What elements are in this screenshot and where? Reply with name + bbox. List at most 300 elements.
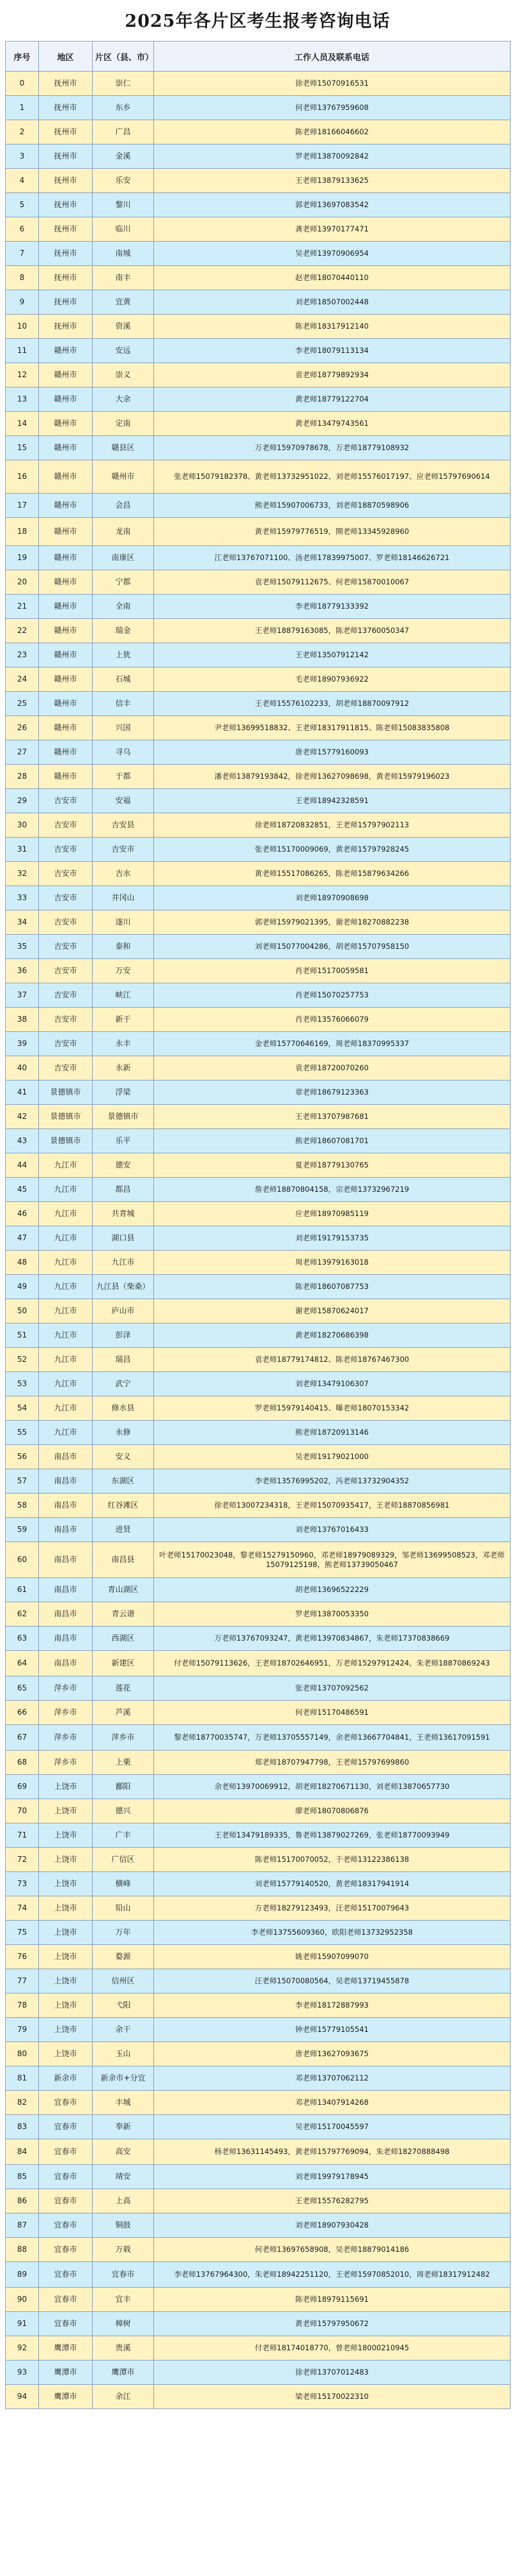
cell-region: 宜春市 (39, 2238, 93, 2262)
table-row (6, 862, 511, 886)
table-row (6, 2091, 511, 2115)
cell-region: 上饶市 (39, 1823, 93, 1848)
cell-district: 崇义 (93, 363, 154, 387)
cell-index: 69 (6, 1775, 39, 1799)
cell-region: 南昌市 (39, 1469, 93, 1494)
header-index: 序号 (6, 42, 39, 72)
cell-region: 赣州市 (39, 460, 93, 494)
cell-region: 九江市 (39, 1153, 93, 1178)
cell-region: 赣州市 (39, 667, 93, 692)
cell-index: 84 (6, 2139, 39, 2165)
cell-contacts: 金老师15770646169，周老师18370995337 (154, 1032, 511, 1056)
table-row (6, 910, 511, 935)
cell-region: 萍乡市 (39, 1701, 93, 1725)
cell-district: 庐山市 (93, 1299, 154, 1323)
cell-district: 上高 (93, 2189, 154, 2213)
cell-contacts: 叶老师15170023048，黎老师15279150960，邓老师18979089329，邹老师13699508523，邓老师15079125198，熊老师13739050467 (154, 1542, 511, 1578)
cell-district: 吉安市 (93, 838, 154, 862)
cell-district: 红谷滩区 (93, 1494, 154, 1518)
cell-region: 萍乡市 (39, 1751, 93, 1775)
table-row (6, 570, 511, 595)
cell-region: 抚州市 (39, 217, 93, 242)
cell-index: 65 (6, 1676, 39, 1701)
cell-contacts: 陈老师18317912140 (154, 315, 511, 339)
cell-district: 九江市 (93, 1251, 154, 1275)
cell-index: 0 (6, 72, 39, 96)
cell-index: 48 (6, 1251, 39, 1275)
table-row (6, 2115, 511, 2139)
table-row (6, 1994, 511, 2018)
table-row (6, 1799, 511, 1823)
cell-district: 都昌 (93, 1178, 154, 1202)
cell-contacts: 王老师13879133625 (154, 169, 511, 193)
cell-district: 赣县区 (93, 436, 154, 460)
cell-contacts: 邓老师13407914268 (154, 2091, 511, 2115)
page-title: 2025年各片区考生报考咨询电话 (125, 12, 390, 31)
cell-index: 29 (6, 789, 39, 813)
table-row (6, 789, 511, 813)
cell-district: 弋阳 (93, 1994, 154, 2018)
cell-contacts: 余老师13970069912，胡老师18270671130，刘老师13870657730 (154, 1775, 511, 1799)
table-row (6, 1032, 511, 1056)
table-row (6, 518, 511, 546)
cell-district: 大余 (93, 387, 154, 412)
cell-contacts: 张老师15079182378、黄老师13732951022、刘老师15576017197、应老师15797690614 (154, 460, 511, 494)
table-row (6, 1396, 511, 1421)
cell-district: 寻乌 (93, 740, 154, 765)
cell-district: 信丰 (93, 692, 154, 716)
cell-index: 18 (6, 518, 39, 546)
cell-contacts: 袁老师15079112675、何老师15870010067 (154, 570, 511, 595)
table-row (6, 2213, 511, 2238)
table-row (6, 217, 511, 242)
cell-district: 广信区 (93, 1848, 154, 1872)
cell-contacts: 江老师13767071100、汤老师17839975007、罗老师18146626721 (154, 546, 511, 570)
cell-district: 铅山 (93, 1896, 154, 1921)
table-row (6, 315, 511, 339)
cell-district: 鄱阳 (93, 1775, 154, 1799)
table-row (6, 1445, 511, 1469)
table-row (6, 667, 511, 692)
table-row (6, 1469, 511, 1494)
table-row (6, 983, 511, 1008)
cell-index: 31 (6, 838, 39, 862)
table-row (6, 1651, 511, 1676)
cell-index: 87 (6, 2213, 39, 2238)
table-row (6, 1105, 511, 1129)
cell-district: 樟树 (93, 2312, 154, 2336)
cell-region: 上饶市 (39, 1799, 93, 1823)
table-row (6, 1969, 511, 1994)
cell-region: 宜春市 (39, 2139, 93, 2165)
cell-region: 赣州市 (39, 436, 93, 460)
cell-region: 宜春市 (39, 2189, 93, 2213)
cell-index: 43 (6, 1129, 39, 1153)
cell-index: 45 (6, 1178, 39, 1202)
cell-region: 景德镇市 (39, 1129, 93, 1153)
table-row (6, 2165, 511, 2189)
table-row (6, 1921, 511, 1945)
cell-contacts: 李老师13755609360，欧阳老师13732952358 (154, 1921, 511, 1945)
cell-contacts: 王老师15576282795 (154, 2189, 511, 2213)
cell-region: 九江市 (39, 1202, 93, 1226)
table-row (6, 692, 511, 716)
cell-region: 鹰潭市 (39, 2361, 93, 2385)
cell-contacts: 何老师15170486591 (154, 1701, 511, 1725)
table-row (6, 169, 511, 193)
cell-district: 赣州市 (93, 460, 154, 494)
cell-district: 奉新 (93, 2115, 154, 2139)
table-row (6, 1299, 511, 1323)
table-row (6, 2288, 511, 2312)
cell-contacts: 张老师13707092562 (154, 1676, 511, 1701)
cell-region: 吉安市 (39, 910, 93, 935)
cell-index: 51 (6, 1323, 39, 1348)
table-row (6, 2262, 511, 2288)
cell-contacts: 肖老师13576066079 (154, 1008, 511, 1032)
cell-index: 94 (6, 2385, 39, 2409)
cell-region: 赣州市 (39, 619, 93, 643)
table-row (6, 72, 511, 96)
cell-contacts: 熊老师18607081701 (154, 1129, 511, 1153)
cell-contacts: 王老师18942328591 (154, 789, 511, 813)
table-row (6, 619, 511, 643)
cell-contacts: 谢老师15870624017 (154, 1299, 511, 1323)
cell-district: 西湖区 (93, 1627, 154, 1651)
cell-district: 宁都 (93, 570, 154, 595)
cell-region: 景德镇市 (39, 1081, 93, 1105)
cell-district: 彭泽 (93, 1323, 154, 1348)
cell-index: 73 (6, 1872, 39, 1896)
cell-region: 宜春市 (39, 2091, 93, 2115)
cell-index: 15 (6, 436, 39, 460)
table-row (6, 120, 511, 144)
table-row (6, 1896, 511, 1921)
cell-contacts: 周老师13979163018 (154, 1251, 511, 1275)
cell-contacts: 陈老师18166046602 (154, 120, 511, 144)
cell-index: 6 (6, 217, 39, 242)
cell-contacts: 吴老师19179021000 (154, 1445, 511, 1469)
table-row (6, 2312, 511, 2336)
cell-contacts: 方老师18279123493，汪老师15170079643 (154, 1896, 511, 1921)
cell-contacts: 肖老师15170059581 (154, 959, 511, 983)
header-contacts: 工作人员及联系电话 (154, 42, 511, 72)
cell-index: 53 (6, 1372, 39, 1396)
cell-district: 余江 (93, 2385, 154, 2409)
cell-district: 新余市+分宜 (93, 2066, 154, 2091)
table-row (6, 2336, 511, 2361)
cell-index: 67 (6, 1725, 39, 1751)
cell-region: 赣州市 (39, 716, 93, 740)
cell-region: 抚州市 (39, 120, 93, 144)
table-row (6, 1542, 511, 1578)
cell-index: 59 (6, 1518, 39, 1542)
cell-district: 进贤 (93, 1518, 154, 1542)
cell-contacts: 龚老师13970177471 (154, 217, 511, 242)
cell-contacts: 万老师13767093247，黄老师13970834867，朱老师17370838669 (154, 1627, 511, 1651)
cell-region: 宜春市 (39, 2288, 93, 2312)
cell-region: 赣州市 (39, 740, 93, 765)
cell-index: 20 (6, 570, 39, 595)
cell-index: 88 (6, 2238, 39, 2262)
cell-contacts: 夏老师18779130765 (154, 1153, 511, 1178)
cell-contacts: 陈老师18979115691 (154, 2288, 511, 2312)
cell-index: 10 (6, 315, 39, 339)
cell-index: 11 (6, 339, 39, 363)
cell-district: 信州区 (93, 1969, 154, 1994)
cell-contacts: 王老师18879163085，陈老师13760050347 (154, 619, 511, 643)
cell-contacts: 黎老师18770035747，万老师13705557149，余老师13667704841，王老师13617091591 (154, 1725, 511, 1751)
cell-index: 74 (6, 1896, 39, 1921)
table-row (6, 1751, 511, 1775)
cell-district: 武宁 (93, 1372, 154, 1396)
cell-district: 资溪 (93, 315, 154, 339)
contact-table (5, 41, 511, 2409)
cell-region: 吉安市 (39, 959, 93, 983)
cell-district: 峡江 (93, 983, 154, 1008)
cell-region: 宜春市 (39, 2213, 93, 2238)
cell-district: 永丰 (93, 1032, 154, 1056)
cell-index: 92 (6, 2336, 39, 2361)
cell-region: 抚州市 (39, 290, 93, 315)
cell-district: 共青城 (93, 1202, 154, 1226)
table-row (6, 1945, 511, 1969)
table-row (6, 266, 511, 290)
cell-index: 1 (6, 96, 39, 120)
cell-district: 安福 (93, 789, 154, 813)
cell-contacts: 袁老师18779892934 (154, 363, 511, 387)
table-row (6, 1129, 511, 1153)
cell-district: 万安 (93, 959, 154, 983)
table-row (6, 765, 511, 789)
cell-district: 全南 (93, 595, 154, 619)
cell-district: 横峰 (93, 1872, 154, 1896)
cell-index: 30 (6, 813, 39, 838)
cell-region: 九江市 (39, 1275, 93, 1299)
cell-region: 九江市 (39, 1421, 93, 1445)
cell-district: 定南 (93, 412, 154, 436)
cell-district: 九江县（柴桑） (93, 1275, 154, 1299)
table-row (6, 1372, 511, 1396)
cell-contacts: 袁老师18720070260 (154, 1056, 511, 1081)
cell-region: 萍乡市 (39, 1676, 93, 1701)
cell-index: 77 (6, 1969, 39, 1994)
cell-index: 2 (6, 120, 39, 144)
cell-district: 芦溪 (93, 1701, 154, 1725)
cell-index: 72 (6, 1848, 39, 1872)
table-row (6, 1008, 511, 1032)
cell-index: 36 (6, 959, 39, 983)
cell-contacts: 李老师18079113134 (154, 339, 511, 363)
header-region: 地区 (39, 42, 93, 72)
cell-district: 浮梁 (93, 1081, 154, 1105)
cell-region: 吉安市 (39, 838, 93, 862)
cell-contacts: 刘老师18507002448 (154, 290, 511, 315)
cell-index: 83 (6, 2115, 39, 2139)
cell-region: 抚州市 (39, 96, 93, 120)
cell-index: 22 (6, 619, 39, 643)
table-row (6, 1518, 511, 1542)
cell-district: 萍乡市 (93, 1725, 154, 1751)
cell-index: 82 (6, 2091, 39, 2115)
cell-region: 吉安市 (39, 983, 93, 1008)
cell-region: 吉安市 (39, 813, 93, 838)
cell-index: 21 (6, 595, 39, 619)
cell-region: 赣州市 (39, 412, 93, 436)
cell-region: 萍乡市 (39, 1725, 93, 1751)
cell-contacts: 付老师15079113626，王老师18702646951，万老师15297912424，朱老师18870869243 (154, 1651, 511, 1676)
cell-index: 25 (6, 692, 39, 716)
table-row (6, 886, 511, 910)
cell-district: 石城 (93, 667, 154, 692)
cell-district: 新干 (93, 1008, 154, 1032)
cell-index: 27 (6, 740, 39, 765)
table-row (6, 1275, 511, 1299)
cell-contacts: 王老师15576102233，胡老师18870097912 (154, 692, 511, 716)
cell-contacts: 刘老师18970908698 (154, 886, 511, 910)
cell-region: 南昌市 (39, 1542, 93, 1578)
cell-index: 37 (6, 983, 39, 1008)
table-row (6, 2066, 511, 2091)
cell-region: 九江市 (39, 1323, 93, 1348)
cell-district: 南丰 (93, 266, 154, 290)
cell-district: 修水县 (93, 1396, 154, 1421)
cell-contacts: 胡老师13696522229 (154, 1578, 511, 1602)
cell-index: 63 (6, 1627, 39, 1651)
cell-contacts: 郭老师15979021395，谢老师18270882238 (154, 910, 511, 935)
cell-district: 吉安县 (93, 813, 154, 838)
table-row (6, 363, 511, 387)
cell-district: 丰城 (93, 2091, 154, 2115)
cell-district: 吉水 (93, 862, 154, 886)
cell-region: 上饶市 (39, 2018, 93, 2042)
cell-index: 81 (6, 2066, 39, 2091)
cell-region: 九江市 (39, 1178, 93, 1202)
cell-region: 南昌市 (39, 1518, 93, 1542)
cell-contacts: 李老师13767964300，朱老师18942251120，王老师15970852010，周老师18317912482 (154, 2262, 511, 2288)
cell-district: 永修 (93, 1421, 154, 1445)
cell-contacts: 徐老师18720832851，王老师15797902113 (154, 813, 511, 838)
table-row (6, 2189, 511, 2213)
cell-index: 35 (6, 935, 39, 959)
cell-district: 青云谱 (93, 1602, 154, 1627)
table-row (6, 144, 511, 169)
cell-contacts: 何老师13697658908，吴老师18879014186 (154, 2238, 511, 2262)
cell-contacts: 刘老师18907930428 (154, 2213, 511, 2238)
cell-district: 安远 (93, 339, 154, 363)
cell-contacts: 钟老师15779105541 (154, 2018, 511, 2042)
cell-district: 瑞昌 (93, 1348, 154, 1372)
cell-contacts: 王老师13479189335，鲁老师13879027269，张老师18770093949 (154, 1823, 511, 1848)
cell-region: 上饶市 (39, 1921, 93, 1945)
table-row (6, 436, 511, 460)
cell-index: 5 (6, 193, 39, 217)
table-row (6, 595, 511, 619)
table-row (6, 1676, 511, 1701)
cell-region: 九江市 (39, 1299, 93, 1323)
cell-contacts: 黄老师15797950672 (154, 2312, 511, 2336)
cell-region: 上饶市 (39, 1896, 93, 1921)
cell-index: 17 (6, 494, 39, 518)
cell-index: 40 (6, 1056, 39, 1081)
cell-contacts: 尹老师13699518832、王老师18317911815、陈老师15083835808 (154, 716, 511, 740)
cell-index: 8 (6, 266, 39, 290)
cell-index: 3 (6, 144, 39, 169)
cell-district: 余干 (93, 2018, 154, 2042)
table-row (6, 1178, 511, 1202)
cell-index: 32 (6, 862, 39, 886)
cell-index: 38 (6, 1008, 39, 1032)
cell-contacts: 李老师13576995202，冯老师13732904352 (154, 1469, 511, 1494)
cell-region: 九江市 (39, 1251, 93, 1275)
cell-index: 7 (6, 242, 39, 266)
cell-district: 乐安 (93, 169, 154, 193)
cell-index: 80 (6, 2042, 39, 2066)
cell-district: 莲花 (93, 1676, 154, 1701)
cell-region: 赣州市 (39, 494, 93, 518)
table-row (6, 339, 511, 363)
cell-region: 上饶市 (39, 2042, 93, 2066)
cell-index: 76 (6, 1945, 39, 1969)
cell-region: 抚州市 (39, 72, 93, 96)
cell-district: 东湖区 (93, 1469, 154, 1494)
cell-index: 41 (6, 1081, 39, 1105)
table-body (6, 72, 511, 2409)
table-row (6, 1725, 511, 1751)
cell-index: 57 (6, 1469, 39, 1494)
cell-district: 会昌 (93, 494, 154, 518)
cell-contacts: 章老师18679123363 (154, 1081, 511, 1105)
cell-district: 广丰 (93, 1823, 154, 1848)
header-district: 片区（县、市） (93, 42, 154, 72)
cell-contacts: 汪老师15070080564，吴老师13719455878 (154, 1969, 511, 1994)
cell-region: 上饶市 (39, 1945, 93, 1969)
cell-index: 16 (6, 460, 39, 494)
table-row (6, 96, 511, 120)
cell-region: 新余市 (39, 2066, 93, 2091)
cell-index: 42 (6, 1105, 39, 1129)
cell-district: 瑞金 (93, 619, 154, 643)
cell-region: 吉安市 (39, 886, 93, 910)
table-row (6, 1848, 511, 1872)
cell-district: 南城 (93, 242, 154, 266)
cell-index: 24 (6, 667, 39, 692)
cell-region: 九江市 (39, 1348, 93, 1372)
cell-index: 52 (6, 1348, 39, 1372)
cell-index: 85 (6, 2165, 39, 2189)
cell-contacts: 刘老师15779140520，黄老师18317941914 (154, 1872, 511, 1896)
table-row (6, 1056, 511, 1081)
table-row (6, 242, 511, 266)
cell-region: 赣州市 (39, 339, 93, 363)
cell-region: 赣州市 (39, 546, 93, 570)
cell-contacts: 黄老师18779122704 (154, 387, 511, 412)
cell-region: 赣州市 (39, 692, 93, 716)
table-row (6, 2018, 511, 2042)
table-row (6, 1323, 511, 1348)
cell-contacts: 刘老师19979178945 (154, 2165, 511, 2189)
cell-index: 34 (6, 910, 39, 935)
cell-contacts: 黄老师13479743561 (154, 412, 511, 436)
cell-district: 新建区 (93, 1651, 154, 1676)
cell-district: 德兴 (93, 1799, 154, 1823)
cell-district: 宜黄 (93, 290, 154, 315)
table-row (6, 2385, 511, 2409)
table-row (6, 1202, 511, 1226)
cell-index: 89 (6, 2262, 39, 2288)
cell-region: 上饶市 (39, 1969, 93, 1994)
cell-contacts: 郭老师13697083542 (154, 193, 511, 217)
